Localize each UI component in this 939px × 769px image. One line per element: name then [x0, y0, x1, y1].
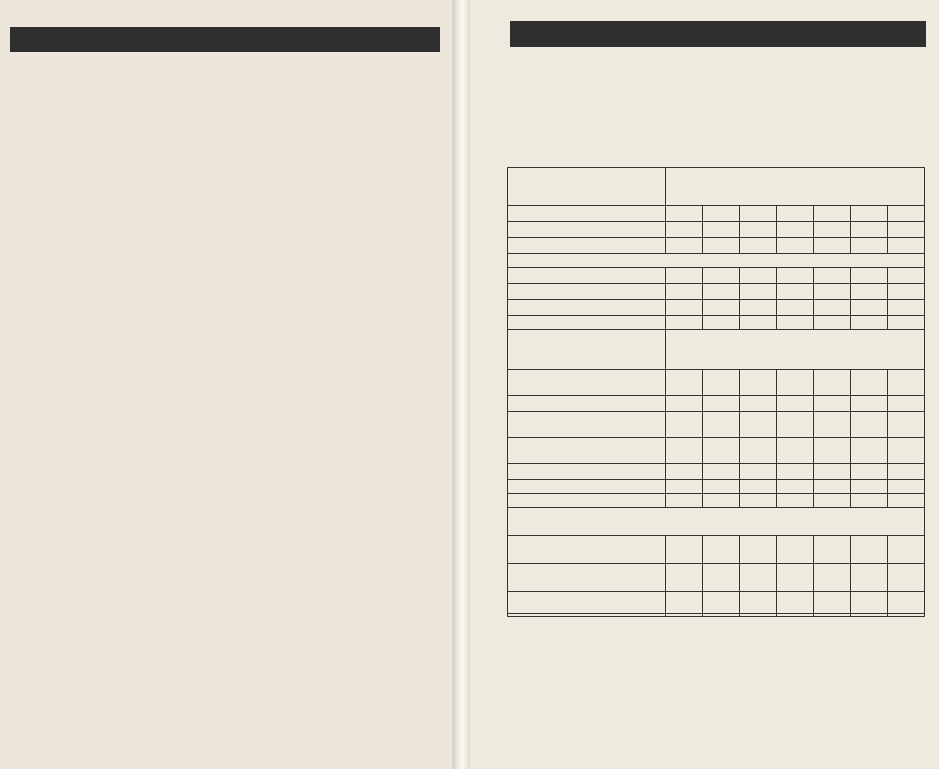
- operation-label: [508, 316, 666, 330]
- table-row: [508, 494, 925, 508]
- interval-cell: [777, 480, 814, 494]
- scheduled-services-banner: [510, 21, 926, 47]
- interval-value: [703, 222, 740, 238]
- section-other-header: [508, 508, 925, 536]
- interval-cell: [888, 268, 925, 284]
- right-page: [470, 0, 939, 769]
- interval-cell: [703, 268, 740, 284]
- operation-label: [508, 412, 666, 438]
- operation-label: [508, 564, 666, 592]
- interval-cell: [703, 284, 740, 300]
- interval-cell: [851, 370, 888, 396]
- interval-cell: [888, 412, 925, 438]
- interval-label: [508, 222, 666, 238]
- interval-cell: [666, 614, 703, 617]
- interval-cell: [740, 564, 777, 592]
- interval-label: [508, 206, 666, 222]
- operation-label: [508, 396, 666, 412]
- interval-cell: [814, 464, 851, 480]
- interval-cell: [851, 564, 888, 592]
- interval-cell: [777, 464, 814, 480]
- interval-cell: [851, 480, 888, 494]
- table-row: [508, 370, 925, 396]
- interval-cell: [777, 536, 814, 564]
- interval-cell: [666, 284, 703, 300]
- section-emission-header: [508, 254, 925, 268]
- operation-label: [508, 494, 666, 508]
- interval-cell: [851, 412, 888, 438]
- header-interval: [666, 168, 925, 206]
- interval-cell: [851, 438, 888, 464]
- table-row: [508, 592, 925, 614]
- table-row: [508, 564, 925, 592]
- operation-label: [508, 592, 666, 614]
- interval-cell: [703, 592, 740, 614]
- interval-cell: [666, 592, 703, 614]
- book-gutter: [452, 0, 470, 769]
- interval-value: [777, 222, 814, 238]
- table-header-row: [508, 168, 925, 206]
- interval-cell: [888, 464, 925, 480]
- interval-cell: [814, 412, 851, 438]
- interval-cell: [888, 564, 925, 592]
- interval-cell: [888, 396, 925, 412]
- table-row: [508, 480, 925, 494]
- interval-value: [777, 206, 814, 222]
- interval-value: [703, 206, 740, 222]
- interval-cell: [740, 592, 777, 614]
- table-row: [508, 330, 925, 370]
- interval-cell: [740, 412, 777, 438]
- interval-cell: [666, 438, 703, 464]
- section-row: [508, 254, 925, 268]
- interval-row: [508, 206, 925, 222]
- interval-cell: [703, 536, 740, 564]
- interval-cell: [814, 284, 851, 300]
- interval-cell: [814, 564, 851, 592]
- header-operation: [508, 168, 666, 206]
- table-row: [508, 464, 925, 480]
- interval-cell: [777, 396, 814, 412]
- interval-cell: [814, 614, 851, 617]
- interval-value: [888, 222, 925, 238]
- operation-label: [508, 614, 666, 617]
- operation-label: [508, 268, 666, 284]
- interval-cell: [814, 438, 851, 464]
- interval-cell: [777, 564, 814, 592]
- interval-cell: [777, 370, 814, 396]
- table-row: [508, 614, 925, 617]
- interval-cell: [740, 494, 777, 508]
- interval-cell: [777, 592, 814, 614]
- interval-value: [703, 238, 740, 254]
- interval-value: [740, 238, 777, 254]
- interval-cell: [777, 268, 814, 284]
- interval-cell: [740, 480, 777, 494]
- left-page: [0, 0, 452, 769]
- table-row: [508, 396, 925, 412]
- interval-cell: [740, 438, 777, 464]
- table-row: [508, 316, 925, 330]
- interval-cell: [703, 396, 740, 412]
- interval-cell: [777, 300, 814, 316]
- table-row: [508, 300, 925, 316]
- interval-cell: [777, 284, 814, 300]
- interval-cell: [851, 614, 888, 617]
- interval-cell: [851, 316, 888, 330]
- interval-cell: [666, 480, 703, 494]
- interval-cell: [888, 592, 925, 614]
- interval-value: [814, 206, 851, 222]
- interval-cell: [814, 396, 851, 412]
- interval-cell: [851, 494, 888, 508]
- interval-cell: [666, 300, 703, 316]
- interval-cell: [851, 268, 888, 284]
- interval-value: [851, 222, 888, 238]
- interval-value: [851, 238, 888, 254]
- interval-cell: [888, 536, 925, 564]
- interval-cell: [703, 480, 740, 494]
- interval-value: [666, 238, 703, 254]
- interval-value: [888, 206, 925, 222]
- interval-cell: [851, 464, 888, 480]
- operation-label: [508, 300, 666, 316]
- interval-cell: [814, 316, 851, 330]
- interval-cell: [888, 316, 925, 330]
- table-row: [508, 284, 925, 300]
- table-row: [508, 536, 925, 564]
- interval-cell: [814, 268, 851, 284]
- interval-cell: [851, 284, 888, 300]
- interval-cell: [666, 396, 703, 412]
- interval-cell: [666, 412, 703, 438]
- interval-cell: [888, 438, 925, 464]
- interval-cell: [703, 494, 740, 508]
- annually-cell: [666, 330, 925, 370]
- interval-cell: [888, 370, 925, 396]
- interval-cell: [814, 480, 851, 494]
- interval-cell: [740, 536, 777, 564]
- interval-cell: [703, 564, 740, 592]
- interval-cell: [740, 268, 777, 284]
- operation-label: [508, 330, 666, 370]
- interval-cell: [777, 494, 814, 508]
- interval-cell: [814, 300, 851, 316]
- maintenance-schedule-table: [507, 167, 925, 617]
- interval-cell: [666, 316, 703, 330]
- interval-cell: [888, 614, 925, 617]
- interval-cell: [703, 412, 740, 438]
- table-row: [508, 412, 925, 438]
- interval-cell: [703, 438, 740, 464]
- operation-label: [508, 370, 666, 396]
- interval-value: [666, 206, 703, 222]
- interval-cell: [851, 536, 888, 564]
- interval-cell: [740, 284, 777, 300]
- interval-cell: [814, 494, 851, 508]
- interval-value: [777, 238, 814, 254]
- interval-value: [814, 222, 851, 238]
- interval-cell: [851, 592, 888, 614]
- interval-cell: [740, 396, 777, 412]
- interval-value: [666, 222, 703, 238]
- interval-cell: [888, 300, 925, 316]
- interval-cell: [777, 412, 814, 438]
- operation-label: [508, 536, 666, 564]
- interval-cell: [703, 300, 740, 316]
- maintenance-banner: [10, 27, 440, 52]
- operation-label: [508, 480, 666, 494]
- interval-cell: [777, 316, 814, 330]
- interval-cell: [740, 300, 777, 316]
- interval-cell: [740, 370, 777, 396]
- interval-cell: [814, 536, 851, 564]
- operation-label: [508, 284, 666, 300]
- interval-cell: [777, 614, 814, 617]
- interval-value: [814, 238, 851, 254]
- interval-value: [888, 238, 925, 254]
- interval-cell: [666, 268, 703, 284]
- interval-cell: [703, 370, 740, 396]
- interval-cell: [666, 536, 703, 564]
- interval-cell: [703, 316, 740, 330]
- section-row: [508, 508, 925, 536]
- interval-cell: [851, 300, 888, 316]
- interval-cell: [666, 370, 703, 396]
- interval-row: [508, 222, 925, 238]
- operation-label: [508, 464, 666, 480]
- interval-cell: [851, 396, 888, 412]
- interval-cell: [888, 480, 925, 494]
- interval-cell: [666, 494, 703, 508]
- table-row: [508, 268, 925, 284]
- interval-cell: [703, 614, 740, 617]
- interval-cell: [814, 370, 851, 396]
- interval-cell: [740, 316, 777, 330]
- interval-cell: [703, 464, 740, 480]
- operation-label: [508, 438, 666, 464]
- interval-cell: [666, 464, 703, 480]
- interval-cell: [814, 592, 851, 614]
- interval-cell: [666, 564, 703, 592]
- interval-value: [851, 206, 888, 222]
- interval-cell: [888, 284, 925, 300]
- interval-label: [508, 238, 666, 254]
- interval-value: [740, 206, 777, 222]
- interval-row: [508, 238, 925, 254]
- table-row: [508, 438, 925, 464]
- interval-cell: [888, 494, 925, 508]
- interval-cell: [740, 464, 777, 480]
- interval-value: [740, 222, 777, 238]
- interval-cell: [740, 614, 777, 617]
- interval-cell: [777, 438, 814, 464]
